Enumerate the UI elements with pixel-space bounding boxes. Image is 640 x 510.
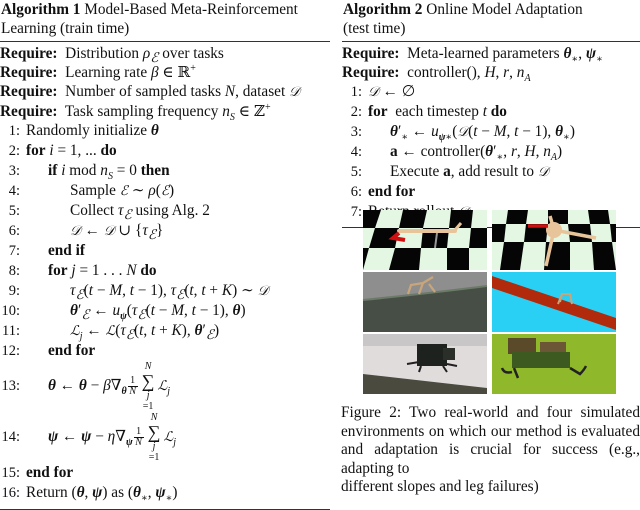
step-line: 3: if i mod $n_S = 0$ then (8, 162, 170, 183)
step-line: 1: 𝒟 ← ∅ (350, 83, 416, 100)
algorithm-1-label: Algorithm 1 (1, 1, 81, 18)
panel-pier-sim (492, 272, 616, 332)
panel-ant-sim (492, 210, 616, 270)
require-line: Require: Learning rate β ∈ ℝ+ (0, 62, 196, 81)
require-line: Require: controller(), H, r, $n_A$ (342, 64, 531, 85)
step-line: 7: end if (8, 242, 85, 259)
figure-label: Figure 2: (341, 404, 402, 421)
step-line: 7: (350, 204, 362, 220)
step-line: 11: ℒ$_j$ ← $ℒ(\tau_ℰ(t$, t + K), $\theta'_ℰ$) (2, 322, 220, 344)
step-line: 2: for i = 1, ... do (8, 142, 117, 159)
step-line: 15: end for (1, 464, 74, 481)
top-rule (0, 41, 330, 42)
panel-half-cheetah-sim (363, 210, 487, 270)
algorithm-1-title: Algorithm 1 Model-Based Meta-Reinforcement Learning (train time) (1, 1, 298, 37)
require-line: Require: Number of sampled tasks N, dataset 𝒟 (0, 83, 300, 100)
panel-millirobot-floor (363, 334, 487, 394)
require-line: Require: Distribution $\rho_ℰ$ over tasks (0, 45, 224, 67)
require-line: Require: Task sampling frequency $n_S$ ∈ ℤ+ (0, 101, 271, 124)
step-line: 14: ψ ← $\psi - \eta\nabla_\psi$ $\frac{1}{N}$ N ∑ j =1ℒ$_j$ (1, 412, 176, 463)
caption-text: Two real-world and four simulated environments on which our method is evaluated and adaptation is crucial for success (e.g., adapting to (341, 404, 640, 477)
step-line: 13: θ ← $\theta - \beta\nabla_\theta$ $\frac{1}{N}$ N ∑ j =1ℒ$_j$ (1, 361, 171, 412)
step-line: 5: Execute a, add result to 𝒟 (350, 163, 549, 180)
step-line: 4: a ← $controller(\theta'_∗$, r, H, $n_A$) (350, 143, 563, 164)
step-line: 6: 𝒟 ← 𝒟 ∪ $\{\tau_ℰ\}$ (8, 222, 164, 244)
step-line: 12: end for (1, 342, 96, 359)
algorithm-2-label: Algorithm 2 (343, 1, 423, 18)
algorithm-2 (342, 0, 640, 228)
step-line: 5: Collect $\tau_ℰ$ using Alg. 2 (8, 202, 210, 224)
caption-clipped-line: different slopes and leg failures) (341, 478, 539, 495)
figure-2-panels (363, 210, 617, 394)
step-line: 6: end for (350, 183, 416, 200)
step-line: 1: Randomly initialize θ (8, 122, 159, 139)
figure-2-caption (341, 404, 640, 495)
step-line: 10: $\theta'_ℰ$ ← $u_\psi(\tau_ℰ(t - M$, t − 1), θ) (1, 302, 246, 324)
algorithm-2-title: Algorithm 2 Online Model Adaptation (test time) (343, 1, 583, 37)
step-line: 3: $\theta'_∗$ ← $u_{\psi∗}(𝒟(t - M$, t − 1), $\theta_∗$) (350, 123, 575, 144)
step-line: 2: for each timestep t do (350, 103, 507, 120)
top-rule (342, 41, 640, 42)
panel-slope-sim (363, 272, 487, 332)
step-line: 4: Sample ℰ ∼ ρ(ℰ) (8, 182, 175, 199)
step-line: 9: $\tau_ℰ(t - M$, t − 1), $\tau_ℰ(t$, t + K) ∼ 𝒟 (8, 282, 269, 304)
step-line: 8: for j = 1 . . . N do (8, 262, 157, 279)
require-line: Require: Meta-learned parameters $\theta_∗$, $\psi_∗$ (342, 45, 603, 66)
step-line: 16: Return (θ, ψ) as ($\theta_∗$, $\psi_∗$) (1, 484, 178, 505)
panel-millirobot-grass (492, 334, 616, 394)
